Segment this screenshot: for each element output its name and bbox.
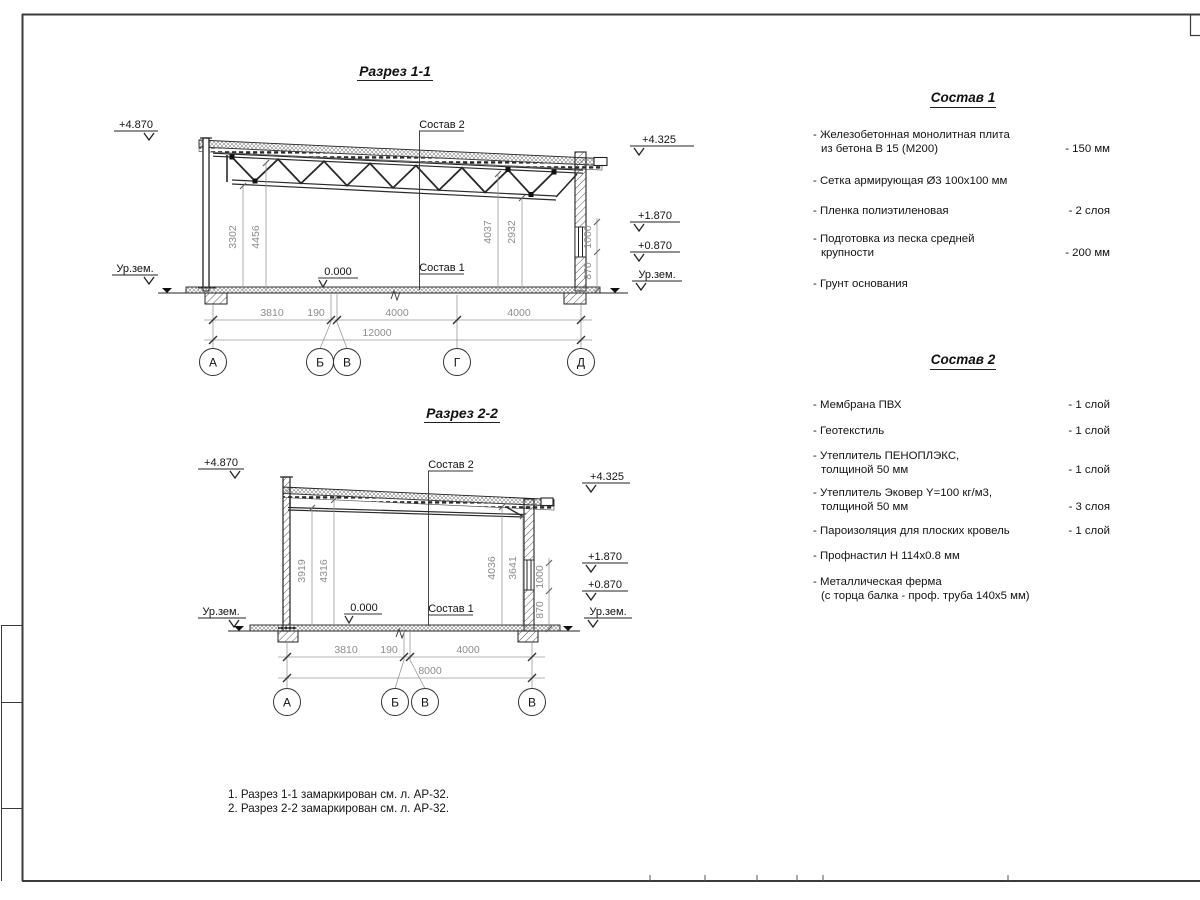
axis-a-1: А — [208, 355, 218, 370]
left-column-1 — [198, 138, 216, 291]
sostav2-item-6: - Профнастил Н 114x0.8 мм — [813, 550, 960, 562]
dim-4000-2: 4000 — [456, 644, 480, 656]
dim-3302: 3302 — [227, 225, 239, 249]
sostav2-panel-title: Состав 2 — [813, 352, 1113, 367]
mark-4870-left-1: +4.870 — [119, 119, 153, 131]
zero-level-label-1: 0.000 — [324, 266, 352, 278]
sostav1-item-4: - Подготовка из песка средней крупности - 200 мм — [813, 233, 1110, 259]
axis-g-1: Г — [453, 355, 461, 370]
mark-0870-right-1: +0.870 — [638, 240, 672, 252]
bottom-dims-1 — [204, 293, 592, 349]
dim-3641: 3641 — [507, 556, 519, 580]
sostav2-item-7: - Металлическая ферма (с торца балка - проф. труба 140x5 мм) — [813, 576, 1030, 602]
sostav2-label-2: Состав 2 — [428, 459, 474, 471]
dim-2932: 2932 — [506, 220, 518, 244]
dim-4000a-1: 4000 — [385, 307, 409, 319]
mark-ground-left-1: Ур.зем. — [116, 263, 154, 275]
floor-1 — [158, 287, 628, 304]
dim-total-8000: 8000 — [418, 665, 442, 677]
mark-ground-right-1: Ур.зем. — [638, 269, 676, 281]
sostav2-item-1: - Мембрана ПВХ - 1 слой — [813, 399, 1110, 411]
section-1-1-drawing — [112, 119, 694, 376]
axis-circles-1 — [200, 349, 595, 376]
notes — [228, 788, 588, 816]
axis-b-2: Б — [391, 695, 399, 710]
dim-3919: 3919 — [296, 559, 308, 583]
dim-total-12000: 12000 — [362, 327, 392, 339]
right-dim-870-1000-1 — [594, 218, 600, 293]
axis-v1-2: В — [420, 695, 430, 710]
section-1-title: Разрез 1-1 — [359, 63, 431, 79]
sostav1-item-5: - Грунт основания — [813, 278, 908, 290]
sostav2-label-1: Состав 2 — [419, 119, 465, 131]
note-line-2: 2. Разрез 2-2 замаркирован см. л. АР-32. — [228, 802, 450, 815]
dim-190-1: 190 — [307, 307, 325, 319]
sostav1-panel-title: Состав 1 — [813, 90, 1113, 105]
roof-2 — [283, 487, 554, 510]
mark-4325-right-2: +4.325 — [590, 471, 624, 483]
sostav1-item-3: - Пленка полиэтиленовая - 2 слоя — [813, 205, 1110, 217]
dim-190-2: 190 — [380, 644, 398, 656]
mark-1870-right-1: +1.870 — [638, 210, 672, 222]
note-line-1: 1. Разрез 1-1 замаркирован см. л. АР-32. — [228, 788, 450, 801]
mark-4325-right-1: +4.325 — [642, 134, 676, 146]
axis-b-1: Б — [316, 355, 324, 370]
mark-1870-right-2: +1.870 — [588, 551, 622, 563]
mark-0870-right-2: +0.870 — [588, 579, 622, 591]
sostav1-item-1: - Железобетонная монолитная плита из бетона В 15 (М200) - 150 мм — [813, 129, 1110, 155]
dim-4036: 4036 — [486, 556, 498, 580]
dim-4000b-1: 4000 — [507, 307, 531, 319]
dim-4316: 4316 — [318, 559, 330, 583]
sostav1-label-2: Состав 1 — [428, 603, 474, 615]
axis-v2-2: В — [527, 695, 537, 710]
mark-4870-left-2: +4.870 — [204, 457, 238, 469]
dim-1000-1: 1000 — [582, 225, 594, 249]
sostav2-item-4: - Утеплитель Эковер Y=100 кг/м3, толщиной 50 мм - 3 слоя — [813, 487, 1110, 513]
axis-v-1: В — [342, 355, 352, 370]
sostav2-item-2: - Геотекстиль - 1 слой — [813, 425, 1110, 437]
sostav2-item-3: - Утеплитель ПЕНОПЛЭКС, толщиной 50 мм - 1 слой — [813, 450, 1110, 476]
dim-1000-2: 1000 — [534, 565, 546, 589]
dim-4456: 4456 — [250, 225, 262, 249]
section-2-2-drawing — [198, 457, 632, 716]
dim-3810-2: 3810 — [334, 644, 358, 656]
dim-870-1: 870 — [582, 262, 594, 280]
dim-870-2: 870 — [534, 601, 546, 619]
section-2-title: Разрез 2-2 — [426, 405, 498, 421]
mark-ground-right-2: Ур.зем. — [589, 606, 627, 618]
zero-level-label-2: 0.000 — [350, 602, 378, 614]
right-dim-870-1000-2 — [546, 558, 552, 632]
dim-3810-1: 3810 — [260, 307, 284, 319]
sostav2-item-5: - Пароизоляция для плоских кровель - 1 слой — [813, 525, 1110, 537]
sostav1-item-2: - Сетка армирующая Ø3 100x100 мм — [813, 175, 1008, 187]
left-wall-2 — [278, 477, 296, 631]
axis-circles-2 — [274, 689, 546, 716]
sostav1-label-1: Состав 1 — [419, 262, 465, 274]
bottom-dims-2 — [278, 631, 545, 689]
axis-a-2: А — [282, 695, 292, 710]
dim-4037: 4037 — [482, 220, 494, 244]
axis-d-1: Д — [576, 355, 586, 370]
right-wall-2 — [524, 499, 534, 631]
mark-ground-left-2: Ур.зем. — [202, 606, 240, 618]
